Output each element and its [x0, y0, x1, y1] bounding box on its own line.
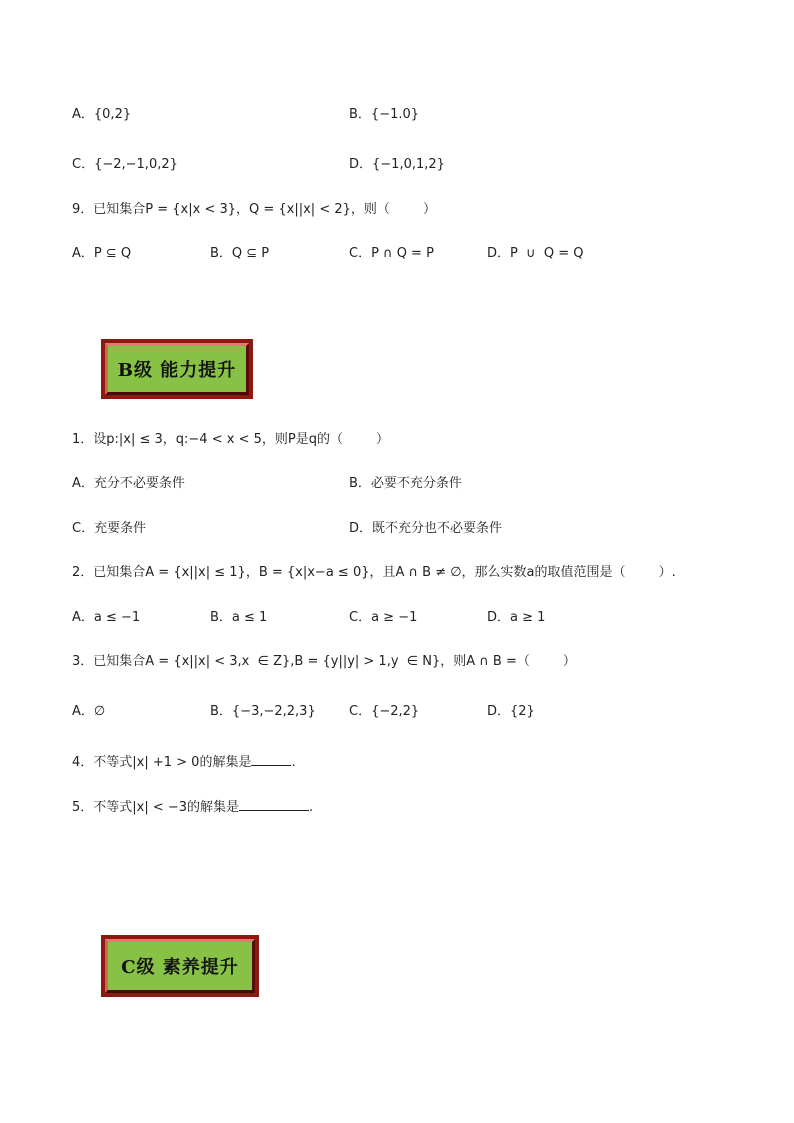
b2-option-a: A．a ≤ −1: [72, 610, 141, 625]
q9-option-c: C．P ∩ Q = P: [349, 246, 434, 261]
b1-option-c: C．充要条件: [72, 521, 147, 536]
q8-option-b: B．{−1.0}: [349, 107, 420, 122]
section-c-title: C级 素养提升: [121, 957, 239, 978]
b2-option-c: C．a ≥ −1: [349, 610, 418, 625]
q9-option-b: B．Q ⊆ P: [210, 246, 270, 261]
b1-option-b: B．必要不充分条件: [349, 476, 462, 491]
b4-answer-blank[interactable]: [251, 753, 291, 766]
b4-stem: 4．不等式|x| +1 > 0的解集是: [72, 755, 252, 770]
b3-option-a: A．∅: [72, 704, 106, 719]
b5-answer-blank[interactable]: [239, 798, 309, 811]
b1-option-a: A．充分不必要条件: [72, 476, 185, 491]
b4-end: .: [291, 755, 296, 770]
q9-stem: 9．已知集合P = {x|x < 3}，Q = {x||x| < 2}，则（ ）: [72, 202, 436, 217]
q8-option-a: A．{0,2}: [72, 107, 132, 122]
b5-end: .: [309, 800, 314, 815]
b2-option-d: D．a ≥ 1: [487, 610, 546, 625]
b5-question: [72, 798, 313, 817]
b1-option-d: D．既不充分也不必要条件: [349, 521, 503, 536]
b3-stem: 3．已知集合A = {x||x| < 3,x ∈ Z},B = {y||y| > 1,y ∈ N}，则A ∩ B =（ ）: [72, 654, 576, 669]
q9-option-a: A．P ⊆ Q: [72, 246, 132, 261]
b5-stem: 5．不等式|x| < −3的解集是: [72, 800, 240, 815]
b2-option-b: B．a ≤ 1: [210, 610, 268, 625]
b3-option-c: C．{−2,2}: [349, 704, 420, 719]
b4-question: [72, 753, 296, 772]
b3-option-b: B．{−3,−2,2,3}: [210, 704, 316, 719]
b3-option-d: D．{2}: [487, 704, 535, 719]
section-b-badge: [101, 339, 253, 399]
q8-option-d: D．{−1,0,1,2}: [349, 157, 445, 172]
b1-stem: 1．设p:|x| ≤ 3，q:−4 < x < 5，则P是q的（ ）: [72, 432, 390, 447]
b2-stem: 2．已知集合A = {x||x| ≤ 1}，B = {x|x−a ≤ 0}，且A ∩ B ≠ ∅，那么实数a的取值范围是（ ）.: [72, 565, 676, 580]
q8-option-c: C．{−2,−1,0,2}: [72, 157, 178, 172]
q9-option-d: D．P ∪ Q = Q: [487, 246, 584, 261]
section-c-badge: [101, 935, 259, 997]
section-b-title: B级 能力提升: [117, 360, 237, 381]
